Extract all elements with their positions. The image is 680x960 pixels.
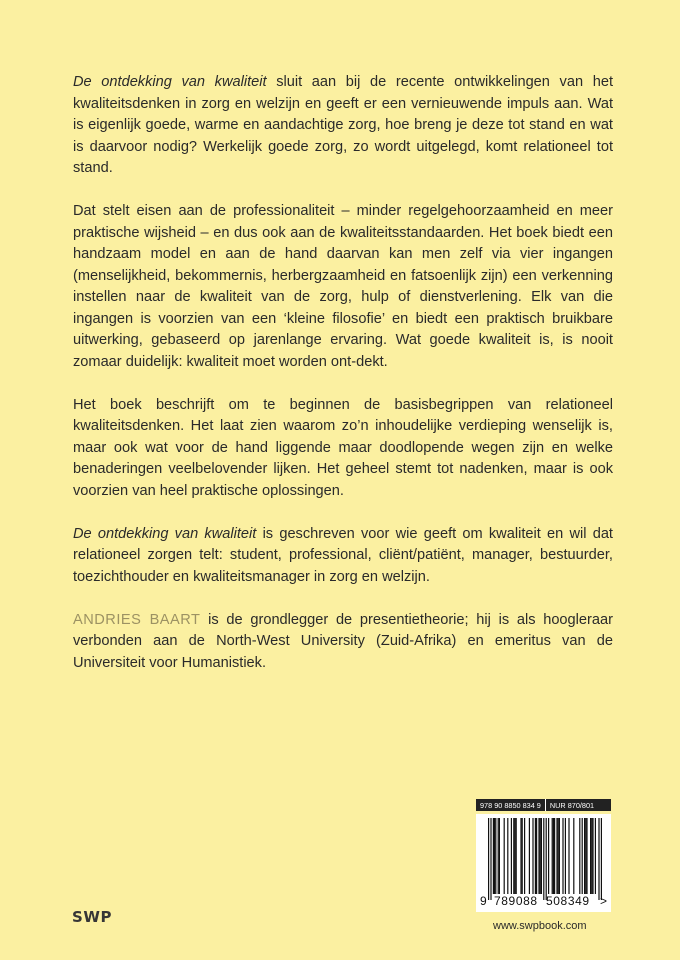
barcode-bar <box>522 818 523 894</box>
barcode-bar <box>490 818 491 900</box>
publisher-url: www.swpbook.com <box>493 920 587 932</box>
barcode-digits-left: 789088 <box>494 894 538 908</box>
barcode-bar <box>556 818 557 894</box>
barcode-bar <box>529 818 530 894</box>
barcode-bar <box>514 818 515 894</box>
barcode-digit-first: 9 <box>480 894 487 908</box>
barcode-bar <box>543 818 544 900</box>
barcode-bar <box>494 818 495 894</box>
barcode-bar <box>586 818 587 894</box>
barcode-bar <box>495 818 496 894</box>
barcode-bar <box>584 818 585 894</box>
barcode-bar <box>493 818 494 894</box>
barcode-bar <box>507 818 508 894</box>
barcode-bar <box>573 818 574 894</box>
book-title: De ontdekking van kwaliteit <box>73 525 257 542</box>
isbn-number: 978 90 8850 834 9 <box>480 800 541 810</box>
barcode-bar <box>598 818 599 900</box>
paragraph-intro <box>73 72 613 180</box>
barcode-bar <box>488 818 489 900</box>
barcode-bar <box>535 818 536 894</box>
barcode-bar <box>559 818 560 894</box>
barcode-digits <box>476 894 611 910</box>
barcode-digits-right: 508349 <box>546 894 590 908</box>
barcode-bar <box>536 818 537 894</box>
barcode-bar <box>595 818 596 894</box>
barcode-bar <box>498 818 499 894</box>
nur-code: NUR 870/801 <box>549 800 595 810</box>
barcode-bar <box>511 818 512 894</box>
barcode-bar <box>590 818 591 894</box>
barcode-bar <box>591 818 592 894</box>
paragraph-text: is geschreven voor wie geeft om kwaliteit en wil dat relationeel zorgen telt: student, professional, cliënt/patiënt, manager, bestuurder, toezichthouder en kwaliteitsmanager in zorg en welzijn. <box>73 525 613 585</box>
barcode-bar <box>516 818 517 894</box>
barcode-bar <box>524 818 525 894</box>
publisher-logo: SWP <box>72 908 113 926</box>
barcode-bar <box>532 818 533 894</box>
barcode-arrow: > <box>600 894 608 908</box>
paragraph-audience <box>73 524 613 589</box>
paragraph-contents: Het boek beschrijft om te beginnen de basisbegrippen van relationeel kwaliteitsdenken. Het laat zien waarom zo’n inhoudelijke verdieping wenselijk is, maar ook wat voor de hand liggende maar doodlopende wegen zijn en welke benaderingen veelbelovender lijken. Het geheel stemt tot nadenken, maar is ook voorzien van heel praktische oplossingen. <box>73 396 613 499</box>
barcode-bar <box>504 818 505 894</box>
barcode-bar <box>513 818 514 894</box>
paragraph-text: sluit aan bij de recente ontwikkelingen van het kwaliteitsdenken in zorg en welzijn en geeft er een vernieuwende impuls aan. Wat is eigenlijk goede, warme en aandachtige zorg, hoe breng je deze tot stand en wat is daarvoor nodig? Werkelijk goede zorg, zo wordt uitgelegd, komt relationeel tot stand. <box>73 74 613 176</box>
book-title: De ontdekking van kwaliteit <box>73 74 267 90</box>
barcode-bar <box>540 818 541 894</box>
author-bio: is de grondlegger de presentietheorie; hij is als hoogleraar verbonden aan de North-West University (Zuid-Afrika) en emeritus van de Universiteit voor Humanistiek. <box>73 611 613 671</box>
barcode <box>476 814 611 912</box>
barcode-bar <box>552 818 553 894</box>
paragraph-author <box>73 610 613 675</box>
barcode-bar <box>565 818 566 894</box>
barcode-bar <box>548 818 549 894</box>
barcode-bar <box>546 818 547 900</box>
barcode-bar <box>538 818 539 894</box>
barcode-bar <box>520 818 521 894</box>
barcode-bar <box>499 818 500 894</box>
paragraph-professionality: Dat stelt eisen aan de professionaliteit – minder regelgehoorzaamheid en meer praktische wijsheid – en dus ook aan de kwaliteitsstandaarden. Het boek biedt een handzaam model en aan de hand daarvan kan men zelf via vier ingangen (menselijkheid, bekommernis, herbergzaamheid en fatsoenlijk zijn) een verkenning instellen naar de kwaliteit van de zorg, hulp of dienstverlening. Elk van die ingangen is voorzien van een ‘kleine filosofie’ en biedt een praktisch bruikbare uitwerking, gebaseerd op jarenlange ervaring. Wat goede kwaliteit is, is nooit zomaar duidelijk: kwaliteit moet worden ont-dekt. <box>73 203 613 370</box>
barcode-bar <box>553 818 554 894</box>
barcode-bar <box>541 818 542 894</box>
barcode-bar <box>579 818 580 894</box>
barcode-bar <box>568 818 569 894</box>
barcode-bar <box>582 818 583 894</box>
barcode-bar <box>585 818 586 894</box>
barcode-bar <box>562 818 563 894</box>
isbn-bar <box>476 799 611 811</box>
barcode-bar <box>601 818 602 900</box>
back-cover-text <box>73 72 613 696</box>
author-name: ANDRIES BAART <box>73 611 201 628</box>
barcode-bar <box>592 818 593 894</box>
barcode-bar <box>554 818 555 894</box>
barcode-bar <box>558 818 559 894</box>
